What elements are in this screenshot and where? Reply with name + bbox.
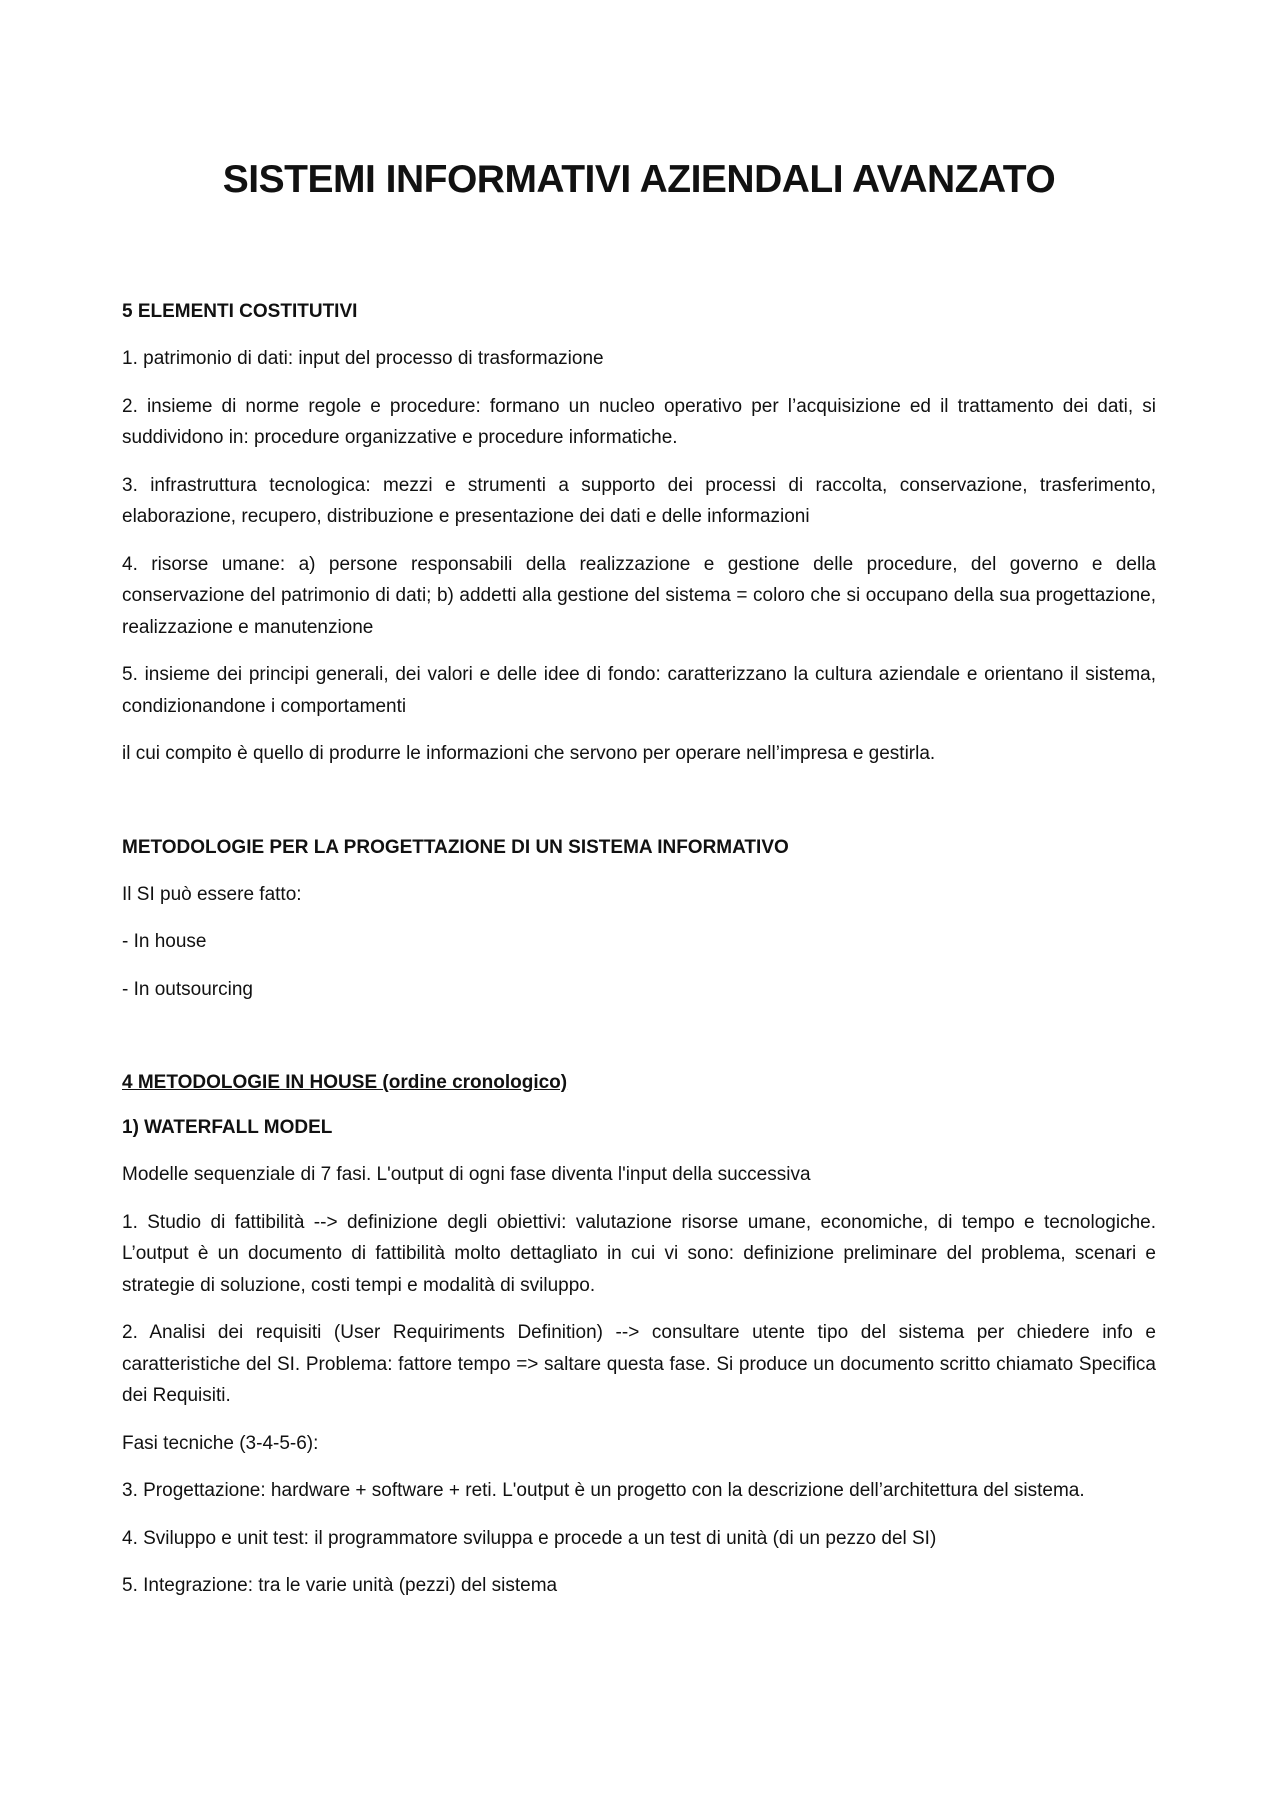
- section-metodologie: [122, 834, 1156, 1006]
- section-metodologie-in-house: [122, 1069, 1156, 1602]
- list-item: 3. Progettazione: hardware + software + reti. L'output è un progetto con la descrizione dell’architettura del sistema.: [122, 1480, 1085, 1501]
- technical-phases-label: Fasi tecniche (3-4-5-6):: [122, 1432, 319, 1454]
- list-item: 1. patrimonio di dati: input del processo di trasformazione: [122, 348, 604, 369]
- intro-paragraph: Modelle sequenziale di 7 fasi. L'output di ogni fase diventa l'input della successiva: [122, 1164, 811, 1185]
- list-item: 2. insieme di norme regole e procedure: formano un nucleo operativo per l’acquisizione ed il trattamento dei dati, si suddividono in: procedure organizzative e procedure informatiche.: [122, 395, 1156, 448]
- intro-paragraph: Il SI può essere fatto:: [122, 883, 302, 905]
- document-title: SISTEMI INFORMATIVI AZIENDALI AVANZATO: [222, 158, 1056, 201]
- section-heading: 4 METODOLOGIE IN HOUSE (ordine cronologico): [122, 1072, 568, 1093]
- list-item: 5. insieme dei principi generali, dei valori e delle idee di fondo: caratterizzano la cultura aziendale e orientano il sistema, condizionandone i comportamenti: [122, 664, 1156, 717]
- list-item: 3. infrastruttura tecnologica: mezzi e strumenti a supporto dei processi di raccolta, conservazione, trasferimento, elaborazione, recupero, distribuzione e presentazione dei dati e delle informazioni: [122, 474, 1156, 527]
- closing-paragraph: il cui compito è quello di produrre le informazioni che servono per operare nell’impresa e gestirla.: [122, 743, 936, 764]
- list-item: 4. risorse umane: a) persone responsabili della realizzazione e gestione delle procedure, del governo e della conservazione del patrimonio di dati; b) addetti alla gestione del sistema = coloro che si occupano della sua progettazione, realizzazione e manutenzione: [122, 553, 1156, 638]
- list-item: 2. Analisi dei requisiti (User Requiriments Definition) --> consultare utente tipo del sistema per chiedere info e caratteristiche del SI. Problema: fattore tempo => saltare questa fase. Si produce un documento scritto chiamato Specifica dei Requisiti.: [122, 1322, 1156, 1406]
- subsection-heading: 1) WATERFALL MODEL: [122, 1117, 333, 1138]
- list-item: 5. Integrazione: tra le varie unità (pezzi) del sistema: [122, 1575, 558, 1596]
- section-heading: METODOLOGIE PER LA PROGETTAZIONE DI UN SISTEMA INFORMATIVO: [122, 836, 789, 858]
- list-item: 4. Sviluppo e unit test: il programmatore sviluppa e procede a un test di unità (di un pezzo del SI): [122, 1527, 937, 1549]
- section-elementi-costitutivi: [122, 298, 1156, 770]
- list-item: - In outsourcing: [122, 978, 253, 1000]
- list-item: 1. Studio di fattibilità --> definizione degli obiettivi: valutazione risorse umane, economiche, di tempo e tecnologiche. L’output è un documento di fattibilità molto dettagliato in cui vi sono: definizione preliminare del problema, scenari e strategie di soluzione, costi tempi e modalità di sviluppo.: [122, 1211, 1156, 1296]
- section-heading: 5 ELEMENTI COSTITUTIVI: [122, 301, 358, 322]
- list-item: - In house: [122, 931, 207, 952]
